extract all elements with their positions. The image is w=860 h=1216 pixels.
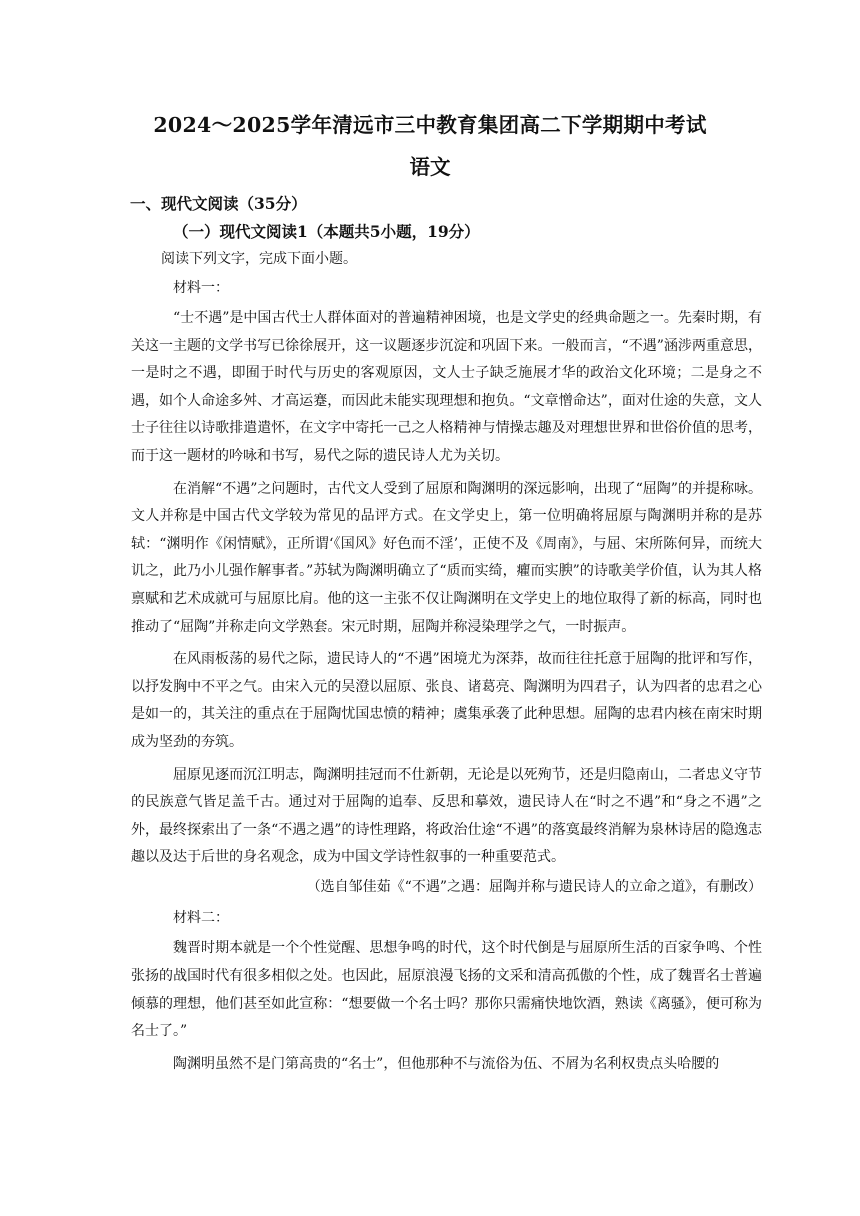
material-one-paragraph: 在风雨板荡的易代之际，遗民诗人的“不遇”困境尤为深莽，故而往往托意于屈陶的批评和写作，以抒发胸中不平之气。由宋入元的吴澄以屈原、张良、诸葛亮、陶渊明为四君子，认为四者的忠君之心是如一的，其关注的重点在于屈陶忧国忠愤的精神；虞集承袭了此种思想。屈陶的忠君内核在南宋时期成为坚劲的夯筑。 <box>131 651 762 750</box>
material-one-paragraph: “士不遇”是中国古代士人群体面对的普遍精神困境，也是文学史的经典命题之一。先秦时期，有关这一主题的文学书写已徐徐展开，这一议题逐步沉淀和巩固下来。一般而言，“不遇”涵涉两重意思，一是时之不遇，即囿于时代与历史的客观原因，文人士子缺乏施展才华的政治文化环境；二是身之不遇，如个人命途多舛、才高运蹇，而因此未能实现理想和抱负。“文章憎命达”，面对仕途的失意，文人士子往往以诗歌排遣遣怀，在文字中寄托一己之人格精神与情操志趣及对理想世界和世俗价值的思考，而于这一题材的吟咏和书写，易代之际的遗民诗人尤为关切。 <box>131 310 762 464</box>
sub-section-heading: （一）现代文阅读1（本题共5小题，19分） <box>173 222 480 241</box>
material-two-paragraph: 魏晋时期本就是一个个性觉醒、思想争鸣的时代，这个时代倒是与屈原所生活的百家争鸣、个性张扬的战国时代有很多相似之处。也因此，屈原浪漫飞扬的文采和清高孤傲的个性，成了魏晋名士普遍倾慕的理想，他们甚至如此宣称：“想要做一个名士吗？那你只需痛快地饮酒，熟读《离骚》，便可称为名士了。” <box>131 940 762 1040</box>
exam-title: 2024～2025学年清远市三中教育集团高二下学期期中考试 <box>153 113 707 137</box>
instruction-text: 阅读下列文字，完成下面小题。 <box>161 251 357 267</box>
material-two-label: 材料二： <box>173 910 229 927</box>
material-one-paragraph: 屈原见逐而沉江明志，陶渊明挂冠而不仕新朝，无论是以死殉节，还是归隐南山，二者忠义守节的民族意气皆足盖千古。通过对于屈陶的追奉、反思和摹效，遗民诗人在“时之不遇”和“身之不遇”之外，最终探索出了一条“不遇之遇”的诗性理路，将政治仕途“不遇”的落寞最终消解为泉林诗居的隐逸志趣以及达于后世的身名观念，成为中国文学诗性叙事的一种重要范式。 <box>131 766 762 866</box>
material-one-paragraph: 在消解“不遇”之问题时，古代文人受到了屈原和陶渊明的深远影响，出现了“屈陶”的并提称咏。文人并称是中国古代文学较为常见的品评方式。在文学史上，第一位明确将屈原与陶渊明并称的是苏轼：“渊明作《闲情赋》，正所谓‘《国风》好色而不淫’，正使不及《周南》，与屈、宋所陈何异，而统大讥之，此乃小儿强作解事者。”苏轼为陶渊明确立了“质而实绮，癯而实腴”的诗歌美学价值，认为其人格禀赋和艺术成就可与屈原比肩。他的这一主张不仅让陶渊明在文学史上的地位取得了新的标高，同时也推动了“屈陶”并称走向文学熟套。宋元时期，屈陶并称浸染理学之气，一时振声。 <box>131 480 762 635</box>
section-heading: 一、现代文阅读（35分） <box>130 194 307 213</box>
subject-title: 语文 <box>409 155 451 179</box>
material-one-label: 材料一： <box>173 280 229 296</box>
material-one-source: （选自邹佳茹《“不遇”之遇：屈陶并称与遗民诗人的立命之道》，有删改） <box>306 878 762 895</box>
material-two-paragraph: 陶渊明虽然不是门第高贵的“名士”，但他那种不与流俗为伍、不屑为名利权贵点头哈腰的 <box>173 1055 720 1072</box>
